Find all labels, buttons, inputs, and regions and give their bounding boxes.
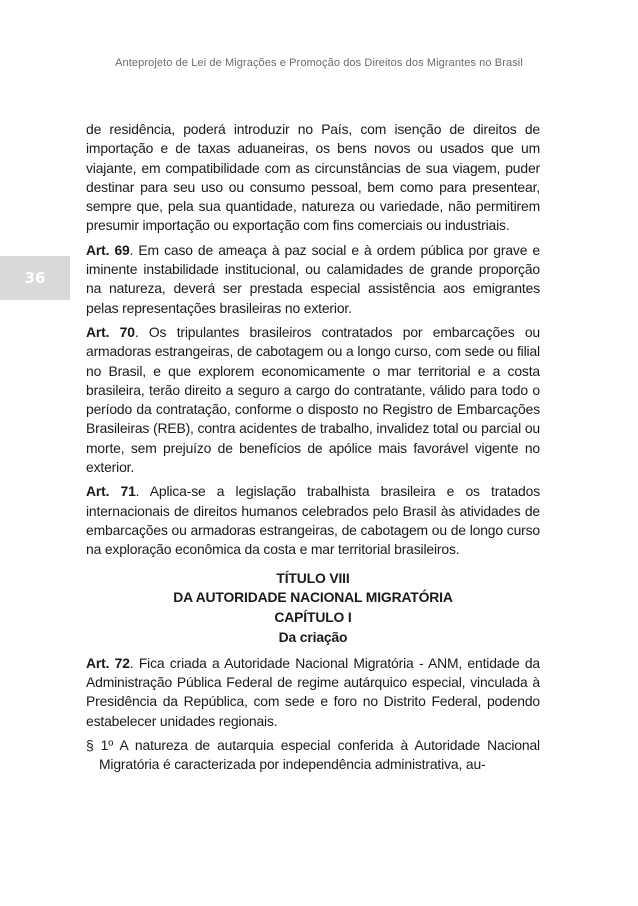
chapter-number: CAPÍTULO I — [274, 609, 352, 626]
page-number: 36 — [24, 269, 46, 287]
title-name: DA AUTORIDADE NACIONAL MIGRATÓRIA — [173, 589, 453, 606]
page-number-tab — [0, 256, 70, 300]
article-72-text: . Fica criada a Autoridade Nacional Migratória - ANM, entidade da Administração Pública Federal de regime autárquico especial, vinculada à Presidência da República, com sede e foro no Distrito Federal, podendo estabelecer unidades regionais. — [86, 654, 540, 729]
article-70 — [86, 323, 540, 477]
article-71-label: Art. 71 — [86, 483, 136, 500]
article-71-text: . Aplica-se a legislação trabalhista brasileira e os tratados internacionais de direitos humanos celebrados pelo Brasil às atividades de embarcações ou armadoras estrangeiras, de cabotagem ou de longo curso na exploração econômica da costa e mar territorial brasileiros. — [86, 483, 540, 558]
document-body — [86, 120, 540, 775]
article-69 — [86, 241, 540, 318]
article-71 — [86, 482, 540, 559]
running-header: Anteprojeto de Lei de Migrações e Promoção dos Direitos dos Migrantes no Brasil — [115, 57, 523, 69]
article-72-label: Art. 72 — [86, 654, 130, 671]
article-69-text: . Em caso de ameaça à paz social e à ordem pública por grave e iminente instabilidade institucional, ou calamidades de grande proporção na natureza, deverá ser prestada especial assistência aos emigrantes pelas representações brasileiras no exterior. — [86, 241, 540, 316]
article-70-label: Art. 70 — [86, 323, 135, 340]
paragraph-continued: de residência, poderá introduzir no País, com isenção de direitos de importação e de taxas aduaneiras, os bens novos ou usados que um viajante, em compatibilidade com as circunstâncias de sua viagem, puder destinar para seu uso ou consumo pessoal, bem como para presentear, sempre que, pela sua quantidade, natureza ou variedade, não permitirem presumir importação ou exportação com fins comerciais ou industriais. — [86, 121, 540, 234]
title-number: TÍTULO VIII — [276, 569, 350, 586]
chapter-name: Da criação — [278, 628, 348, 645]
section-heading — [86, 569, 540, 648]
article-70-text: . Os tripulantes brasileiros contratados por embarcações ou armadoras estrangeiras, de cabotagem ou a longo curso, com sede ou filial no Brasil, e que explorem economicamente o mar territorial e a costa brasileira, terão direito a seguro a cargo do contratante, válido para todo o período da contratação, conforme o disposto no Registro de Embarcações Brasileiras (REB), contra acidentes de trabalho, invalidez total ou parcial ou morte, sem prejuízo de benefícios de apólice mais favorável vigente no exterior. — [86, 323, 540, 476]
article-69-label: Art. 69 — [86, 241, 130, 258]
article-72 — [86, 654, 540, 731]
paragraph-1: § 1º A natureza de autarquia especial conferida à Autoridade Nacional Migratória é caracterizada por independência administrativa, au- — [86, 736, 540, 773]
